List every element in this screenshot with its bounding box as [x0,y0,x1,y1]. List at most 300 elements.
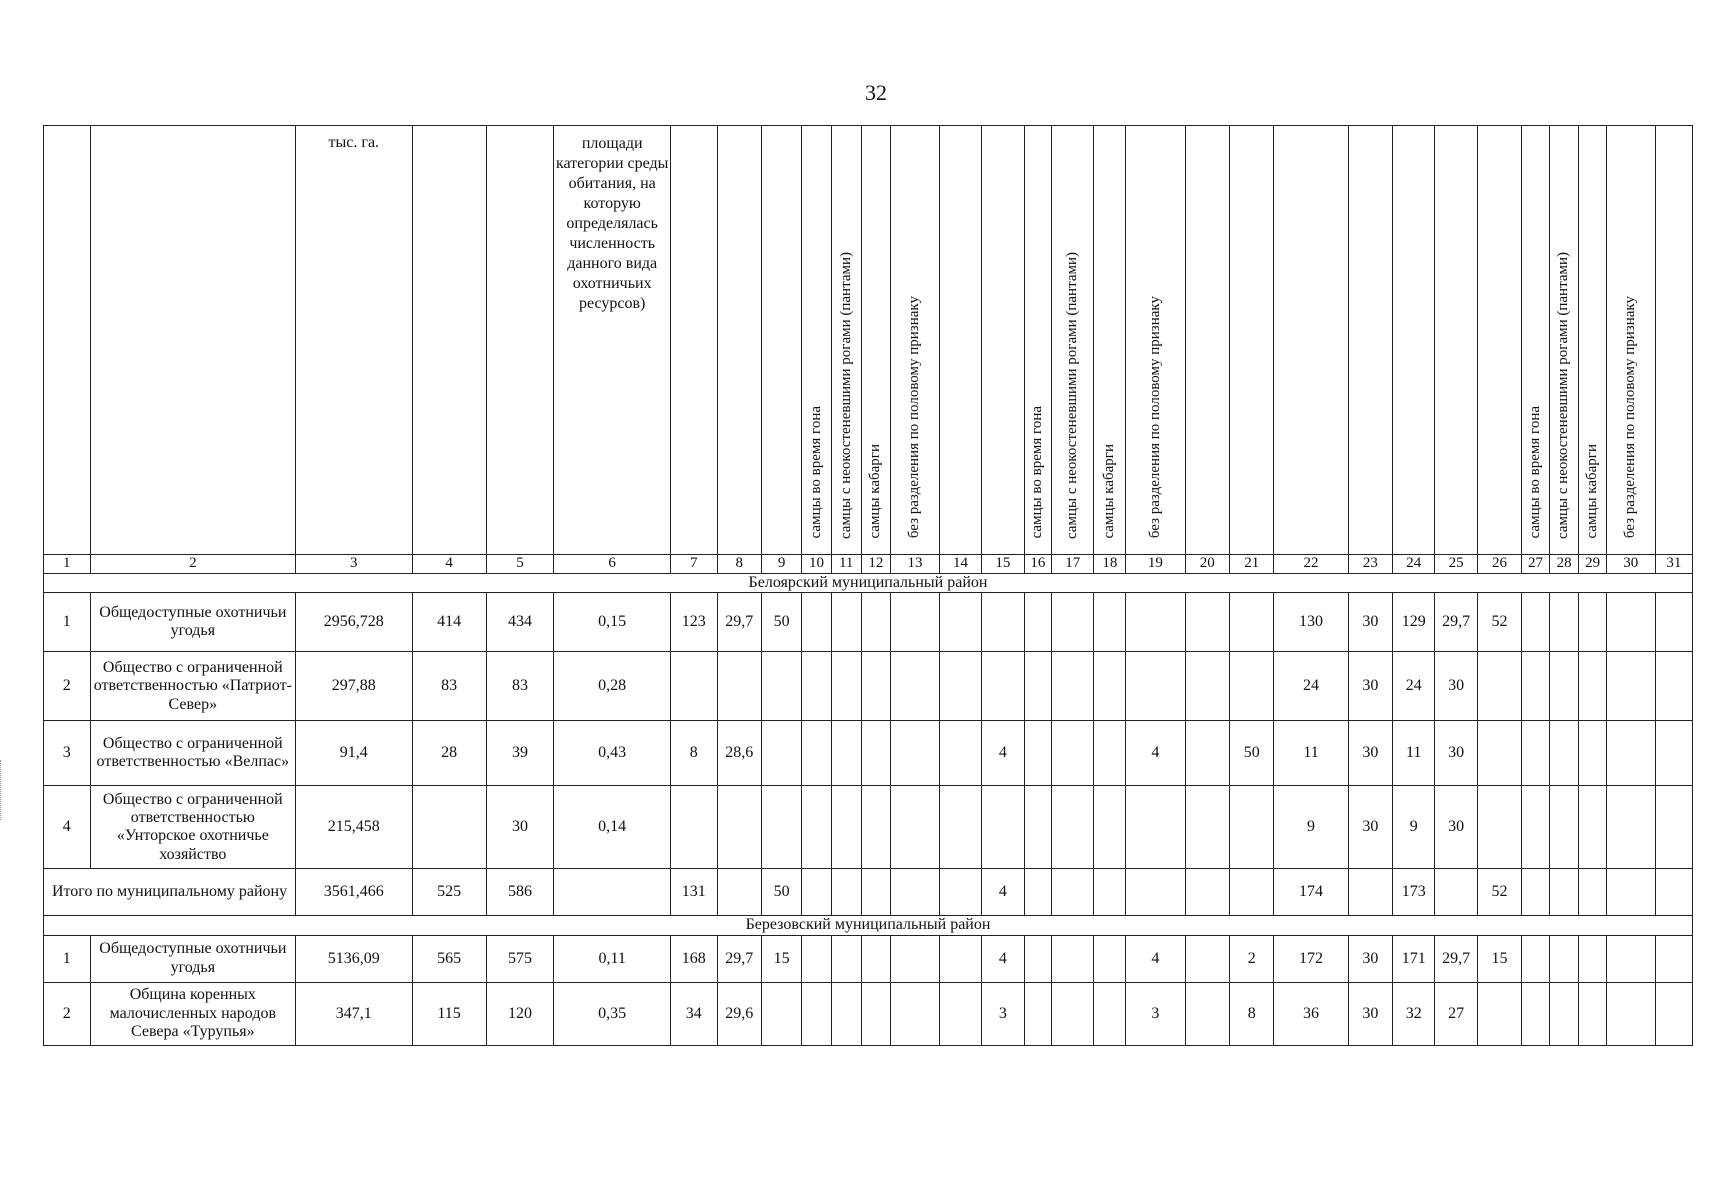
cell-empty [554,869,670,916]
row-name: Общество с ограниченной ответственностью «Унторское охотничье хозяйство [90,786,295,869]
row-number: 3 [44,721,91,786]
column-number: 27 [1522,555,1550,574]
cell-empty [1655,593,1692,652]
cell-empty [891,935,940,982]
header-row [44,126,1693,555]
cell-empty [1094,652,1126,721]
column-number: 17 [1052,555,1094,574]
cell-empty [891,982,940,1045]
cell-c25: 29,7 [1435,593,1477,652]
cell-empty [939,786,981,869]
header-cell [891,126,940,555]
cell-c7: 168 [670,935,717,982]
cell-c19 [1126,593,1185,652]
total-c24: 173 [1393,869,1435,916]
total-c15: 4 [982,869,1024,916]
cell-empty [1185,786,1229,869]
total-c4: 525 [412,869,486,916]
header-cell [1126,126,1185,555]
cell-c5: 434 [486,593,554,652]
cell-c6: 0,28 [554,652,670,721]
cell-empty [1606,935,1655,982]
column-number: 12 [861,555,891,574]
cell-empty [831,982,861,1045]
column-number: 21 [1229,555,1273,574]
row-number: 2 [44,652,91,721]
column-number: 5 [486,555,554,574]
hunting-resources-table [43,125,1693,1046]
cell-c8: 29,6 [717,982,761,1045]
cell-c8 [717,786,761,869]
cell-empty [1522,593,1550,652]
column-number: 9 [761,555,801,574]
header-density-note: площади категории среды обитания, на которую определялась численность данного вида охотничьих ресурсов) [554,126,670,555]
row-number: 2 [44,982,91,1045]
cell-c4: 115 [412,982,486,1045]
cell-c24: 129 [1393,593,1435,652]
header-cell [982,126,1024,555]
cell-empty [1229,869,1273,916]
cell-empty [1522,721,1550,786]
column-number: 6 [554,555,670,574]
table-row [44,593,1693,652]
cell-empty [1052,721,1094,786]
cell-c21 [1229,786,1273,869]
cell-c15: 3 [982,982,1024,1045]
cell-c19 [1126,652,1185,721]
cell-c9: 15 [761,935,801,982]
cell-c21 [1229,593,1273,652]
cell-c9 [761,652,801,721]
header-cell [1185,126,1229,555]
cell-c15 [982,786,1024,869]
cell-empty [1579,935,1607,982]
total-c26: 52 [1477,869,1521,916]
header-cell [831,126,861,555]
row-name: Общество с ограниченной ответственностью «Патриот-Север» [90,652,295,721]
cell-c22: 130 [1274,593,1348,652]
cell-empty [1024,652,1052,721]
cell-c7 [670,786,717,869]
cell-c5: 575 [486,935,554,982]
cell-empty [1435,869,1477,916]
column-number: 1 [44,555,91,574]
cell-empty [861,869,891,916]
cell-empty [1549,593,1579,652]
cell-c26 [1477,982,1521,1045]
header-c19: без разделения по половому признаку [1146,296,1163,539]
cell-c15 [982,652,1024,721]
table-row [44,935,1693,982]
column-number: 26 [1477,555,1521,574]
cell-empty [861,935,891,982]
cell-c21 [1229,652,1273,721]
cell-c9 [761,721,801,786]
cell-c8: 29,7 [717,935,761,982]
cell-empty [861,593,891,652]
header-cell [412,126,486,555]
cell-empty [1579,982,1607,1045]
header-cell [1229,126,1273,555]
table-row [44,721,1693,786]
cell-c7: 123 [670,593,717,652]
header-cell [802,126,832,555]
cell-c23: 30 [1348,935,1392,982]
cell-empty [1094,721,1126,786]
header-cell [44,126,91,555]
cell-empty [861,786,891,869]
cell-c4: 565 [412,935,486,982]
column-number: 15 [982,555,1024,574]
total-c9: 50 [761,869,801,916]
header-cell [1094,126,1126,555]
column-number: 20 [1185,555,1229,574]
header-cell [1052,126,1094,555]
cell-c23: 30 [1348,652,1392,721]
header-cell [1579,126,1607,555]
row-number: 1 [44,935,91,982]
cell-empty [1522,786,1550,869]
column-number: 10 [802,555,832,574]
cell-c24: 11 [1393,721,1435,786]
cell-empty [831,786,861,869]
cell-c22: 36 [1274,982,1348,1045]
cell-c8 [717,652,761,721]
row-name: Общедоступные охотничьи угодья [90,593,295,652]
row-number: 4 [44,786,91,869]
column-number: 25 [1435,555,1477,574]
cell-c4: 83 [412,652,486,721]
column-number: 11 [831,555,861,574]
cell-empty [891,869,940,916]
cell-empty [1606,869,1655,916]
row-name: Община коренных малочисленных народов Севера «Турупья» [90,982,295,1045]
cell-c6: 0,15 [554,593,670,652]
cell-empty [1185,721,1229,786]
column-number: 14 [939,555,981,574]
header-cell [1393,126,1435,555]
cell-empty [939,721,981,786]
header-c18: самцы кабарги [1101,444,1118,539]
cell-empty [1655,982,1692,1045]
cell-empty [1052,652,1094,721]
cell-c7 [670,652,717,721]
cell-c6: 0,43 [554,721,670,786]
header-cell [1606,126,1655,555]
cell-c22: 11 [1274,721,1348,786]
cell-empty [1185,652,1229,721]
total-c7: 131 [670,869,717,916]
cell-empty [1579,721,1607,786]
cell-empty [1655,869,1692,916]
cell-empty [802,721,832,786]
header-cell [761,126,801,555]
column-number: 28 [1549,555,1579,574]
cell-c26: 52 [1477,593,1521,652]
total-row [44,869,1693,916]
cell-empty [1185,935,1229,982]
cell-empty [1024,982,1052,1045]
cell-c3: 5136,09 [296,935,412,982]
cell-empty [1606,593,1655,652]
cell-empty [1094,869,1126,916]
cell-c3: 2956,728 [296,593,412,652]
column-number: 23 [1348,555,1392,574]
section-title: Березовский муниципальный район [44,916,1693,935]
cell-empty [939,869,981,916]
header-cell [1435,126,1477,555]
cell-c15: 4 [982,721,1024,786]
row-name: Общество с ограниченной ответственностью «Велпас» [90,721,295,786]
cell-c3: 297,88 [296,652,412,721]
column-number: 24 [1393,555,1435,574]
header-cell [90,126,295,555]
row-number: 1 [44,593,91,652]
cell-empty [891,786,940,869]
cell-empty [1655,935,1692,982]
cell-empty [1094,593,1126,652]
section-row [44,574,1693,593]
cell-empty [1655,652,1692,721]
cell-empty [1549,721,1579,786]
header-cell [1655,126,1692,555]
cell-c26 [1477,786,1521,869]
header-c10: самцы во время гона [807,406,824,539]
cell-empty [831,935,861,982]
cell-c9 [761,786,801,869]
table-row [44,786,1693,869]
cell-empty [1185,869,1229,916]
cell-empty [891,593,940,652]
cell-empty [1522,935,1550,982]
cell-c25: 30 [1435,786,1477,869]
cell-c6: 0,14 [554,786,670,869]
cell-c6: 0,35 [554,982,670,1045]
header-cell [861,126,891,555]
cell-c7: 8 [670,721,717,786]
cell-empty [1579,652,1607,721]
cell-empty [802,869,832,916]
total-c3: 3561,466 [296,869,412,916]
cell-empty [1024,721,1052,786]
cell-empty [831,869,861,916]
cell-c9 [761,982,801,1045]
cell-empty [1549,869,1579,916]
cell-empty [831,593,861,652]
total-c5: 586 [486,869,554,916]
table-row [44,652,1693,721]
cell-empty [939,935,981,982]
column-number: 16 [1024,555,1052,574]
cell-empty [1052,593,1094,652]
cell-c19: 3 [1126,982,1185,1045]
header-cell [486,126,554,555]
cell-c6: 0,11 [554,935,670,982]
header-c12: самцы кабарги [867,444,884,539]
cell-c3: 215,458 [296,786,412,869]
column-number: 30 [1606,555,1655,574]
cell-c5: 39 [486,721,554,786]
cell-c19: 4 [1126,721,1185,786]
header-c29: самцы кабарги [1584,444,1601,539]
cell-empty [1522,982,1550,1045]
row-name: Общедоступные охотничьи угодья [90,935,295,982]
cell-empty [1606,982,1655,1045]
header-c17: самцы с неокостеневшими рогами (пантами) [1064,251,1081,539]
cell-c22: 9 [1274,786,1348,869]
cell-empty [802,593,832,652]
cell-empty [802,935,832,982]
cell-empty [1579,869,1607,916]
column-number: 18 [1094,555,1126,574]
header-cell [670,126,717,555]
page-number: 32 [865,80,887,105]
cell-empty [802,786,832,869]
cell-c3: 347,1 [296,982,412,1045]
cell-c21: 8 [1229,982,1273,1045]
header-c28: самцы с неокостеневшими рогами (пантами) [1555,251,1572,539]
cell-empty [1606,652,1655,721]
header-c13: без разделения по половому признаку [906,296,923,539]
cell-empty [939,982,981,1045]
cell-empty [1126,869,1185,916]
column-number: 2 [90,555,295,574]
section-title: Белоярский муниципальный район [44,574,1693,593]
cell-empty [939,652,981,721]
cell-empty [891,652,940,721]
cell-c4: 28 [412,721,486,786]
cell-c25: 30 [1435,652,1477,721]
cell-c23: 30 [1348,982,1392,1045]
cell-c25: 29,7 [1435,935,1477,982]
cell-empty [1052,786,1094,869]
cell-c22: 24 [1274,652,1348,721]
cell-empty [1094,982,1126,1045]
cell-empty [1094,786,1126,869]
cell-c24: 24 [1393,652,1435,721]
column-number: 22 [1274,555,1348,574]
header-cell [1549,126,1579,555]
cell-c5: 30 [486,786,554,869]
column-number: 8 [717,555,761,574]
cell-c19: 4 [1126,935,1185,982]
cell-empty [1052,869,1094,916]
cell-c24: 171 [1393,935,1435,982]
header-c30: без разделения по половому признаку [1622,296,1639,539]
cell-c26: 15 [1477,935,1521,982]
column-number: 13 [891,555,940,574]
cell-c5: 120 [486,982,554,1045]
cell-empty [1094,935,1126,982]
table-row [44,982,1693,1045]
header-c11: самцы с неокостеневшими рогами (пантами) [837,251,854,539]
header-c27: самцы во время гона [1526,406,1543,539]
cell-empty [891,721,940,786]
scan-edge-mark [0,760,4,820]
header-cell [717,126,761,555]
cell-empty [861,721,891,786]
cell-empty [1522,869,1550,916]
cell-empty [1579,593,1607,652]
cell-empty [1549,935,1579,982]
section-row [44,916,1693,935]
header-cell [1522,126,1550,555]
cell-empty [1052,982,1094,1045]
cell-empty [802,652,832,721]
cell-c9: 50 [761,593,801,652]
cell-empty [1655,721,1692,786]
cell-empty [1549,652,1579,721]
cell-empty [802,982,832,1045]
cell-c15: 4 [982,935,1024,982]
cell-c4 [412,786,486,869]
column-number: 4 [412,555,486,574]
cell-empty [939,593,981,652]
cell-empty [1606,786,1655,869]
cell-empty [831,721,861,786]
column-number-row [44,555,1693,574]
cell-empty [1052,935,1094,982]
cell-c22: 172 [1274,935,1348,982]
cell-empty [861,652,891,721]
cell-empty [1024,935,1052,982]
cell-c19 [1126,786,1185,869]
cell-c24: 9 [1393,786,1435,869]
cell-c15 [982,593,1024,652]
column-number: 29 [1579,555,1607,574]
cell-c7: 34 [670,982,717,1045]
cell-c24: 32 [1393,982,1435,1045]
cell-empty [1024,869,1052,916]
cell-empty [1185,593,1229,652]
cell-c21: 2 [1229,935,1273,982]
column-number: 19 [1126,555,1185,574]
cell-empty [1348,869,1392,916]
cell-empty [1549,786,1579,869]
cell-c25: 27 [1435,982,1477,1045]
header-cell [939,126,981,555]
cell-empty [1655,786,1692,869]
column-number: 31 [1655,555,1692,574]
cell-empty [861,982,891,1045]
header-cell [1477,126,1521,555]
cell-empty [1606,721,1655,786]
column-number: 3 [296,555,412,574]
cell-empty [717,869,761,916]
cell-c8: 29,7 [717,593,761,652]
cell-empty [1024,786,1052,869]
cell-empty [831,652,861,721]
cell-c26 [1477,652,1521,721]
cell-empty [1185,982,1229,1045]
cell-empty [1522,652,1550,721]
cell-empty [1024,593,1052,652]
cell-c8: 28,6 [717,721,761,786]
cell-empty [1549,982,1579,1045]
header-cell [1024,126,1052,555]
cell-c26 [1477,721,1521,786]
cell-c23: 30 [1348,593,1392,652]
cell-c21: 50 [1229,721,1273,786]
cell-c25: 30 [1435,721,1477,786]
cell-c4: 414 [412,593,486,652]
header-c16: самцы во время гона [1029,406,1046,539]
cell-c3: 91,4 [296,721,412,786]
cell-c23: 30 [1348,721,1392,786]
header-cell [1274,126,1348,555]
cell-c5: 83 [486,652,554,721]
header-area-unit: тыс. га. [296,126,412,555]
